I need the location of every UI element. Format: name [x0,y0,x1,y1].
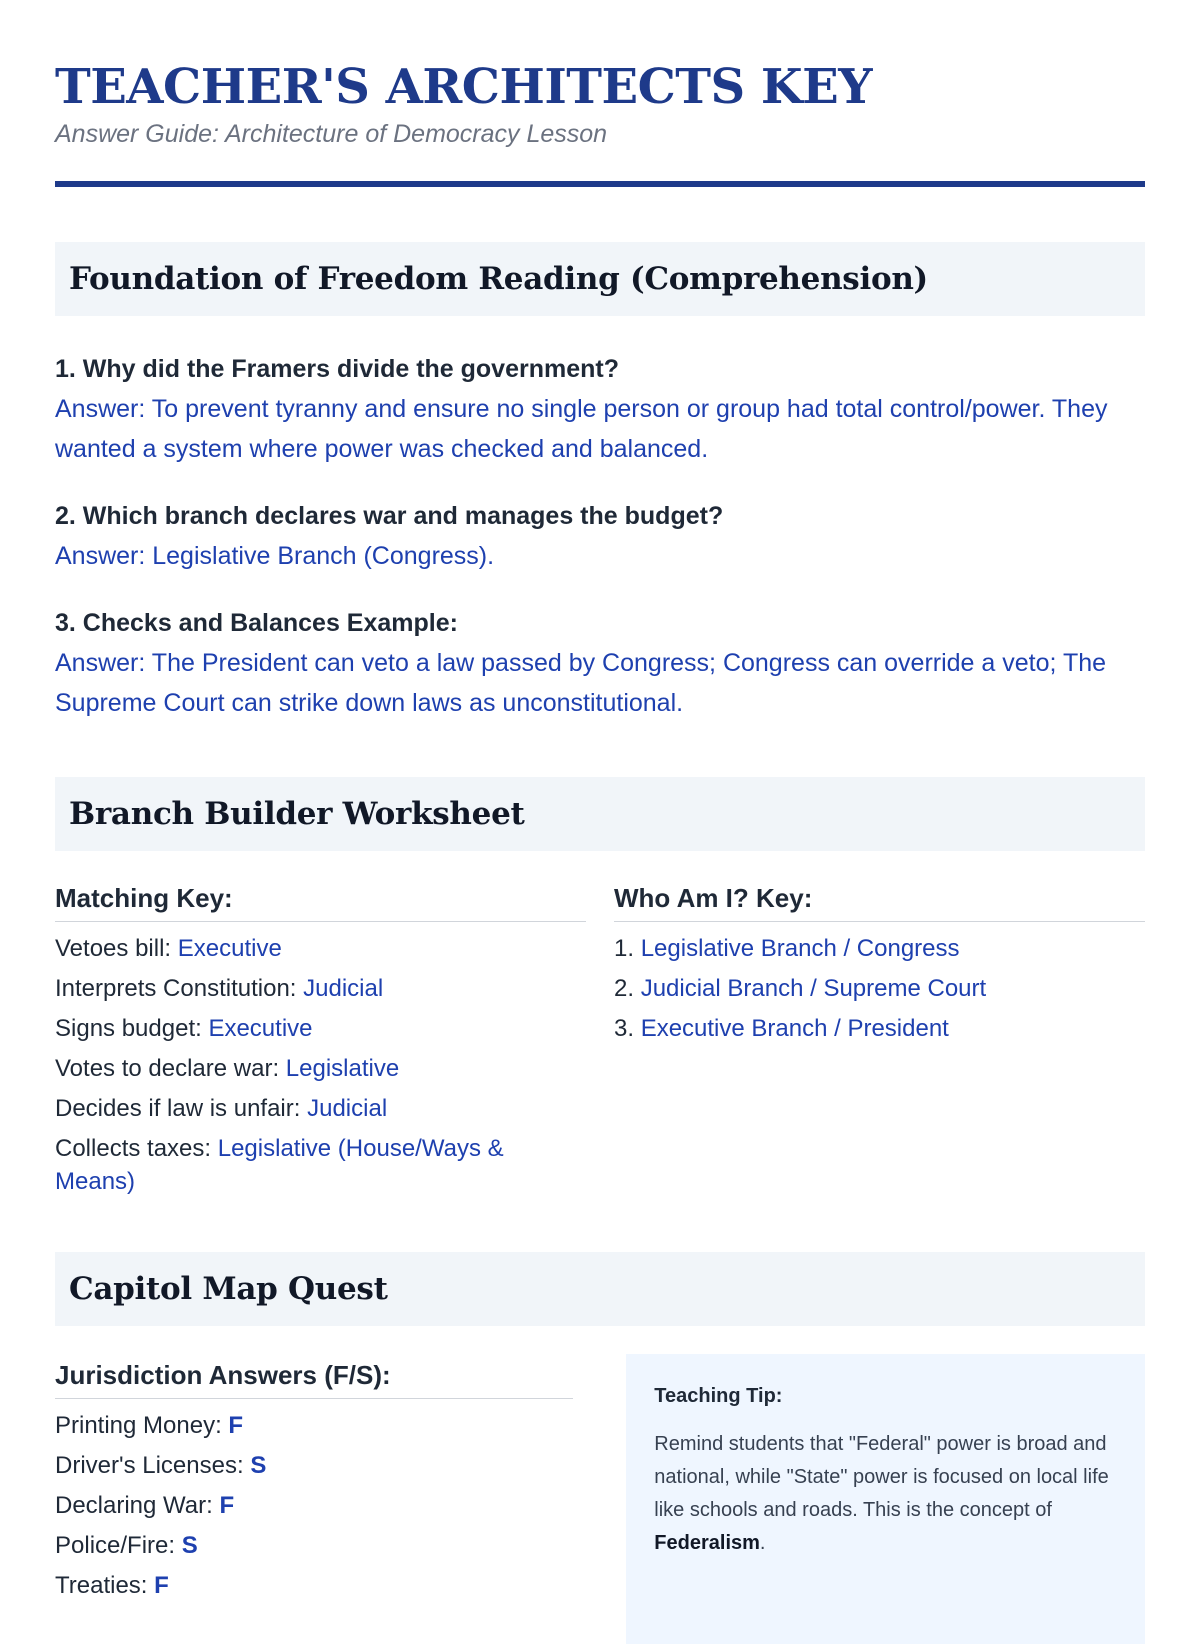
matching-row [55,1012,586,1045]
matching-row [55,1092,586,1125]
reading-section [55,242,1145,723]
map-section [55,1252,1145,1644]
qa-item [55,496,1145,576]
row-value: Judicial Branch / Supreme Court [640,975,987,1002]
row-label: Treaties: [55,1572,148,1599]
row-label: Driver's Licenses: [55,1452,244,1479]
jurisdiction-row [55,1449,573,1482]
row-value: Judicial [303,975,384,1002]
page-header [55,0,1145,187]
tip-emphasis: Federalism [654,1532,760,1554]
section-header [55,242,1145,316]
section-header [55,1252,1145,1326]
worksheet-columns [55,879,1145,1205]
teaching-tip-body [654,1428,1117,1560]
answer: Answer: Legislative Branch (Congress). [55,542,495,570]
row-value: Executive [208,1015,313,1042]
row-label: Interprets Constitution: [55,975,297,1002]
matching-row [55,1052,586,1085]
question: 2. Which branch declares war and manages the budget? [55,502,724,530]
jurisdiction-row [55,1489,573,1522]
row-value: Legislative (House/Ways & Means) [55,1135,504,1195]
row-value: Legislative [285,1055,400,1082]
page-title: TEACHER'S ARCHITECTS KEY [55,59,872,115]
row-value: S [181,1532,198,1559]
map-columns [55,1354,1145,1644]
qa-item [55,349,1145,469]
page-subtitle: Answer Guide: Architecture of Democracy Lesson [55,120,608,148]
jurisdiction-row [55,1409,573,1442]
row-value: F [219,1492,235,1519]
row-value: F [228,1412,244,1439]
row-value: Executive Branch / President [640,1015,949,1042]
matching-row [55,932,586,965]
who-am-i-row [614,932,1145,965]
qa-item [55,603,1145,723]
row-label: Declaring War: [55,1492,213,1519]
teaching-tip-box [626,1354,1145,1644]
teaching-tip-title: Teaching Tip: [654,1385,783,1407]
row-value: Legislative Branch / Congress [640,935,960,962]
row-label: Vetoes bill: [55,935,172,962]
jurisdiction-title: Jurisdiction Answers (F/S): [55,1354,573,1399]
matching-key [55,879,586,1205]
row-label: Decides if law is unfair: [55,1095,301,1122]
matching-row [55,972,586,1005]
row-label: Votes to declare war: [55,1055,280,1082]
section-header [55,777,1145,851]
jurisdiction-row [55,1529,573,1562]
row-label: Police/Fire: [55,1532,176,1559]
matching-row [55,1132,586,1198]
row-value: Judicial [307,1095,388,1122]
row-label: 2. [614,975,635,1002]
question: 1. Why did the Framers divide the government? [55,355,619,383]
question: 3. Checks and Balances Example: [55,609,458,637]
row-value: F [154,1572,169,1599]
jurisdiction-answers [55,1354,573,1644]
section-title: Foundation of Freedom Reading (Comprehension) [69,261,928,297]
row-label: 3. [614,1015,635,1042]
answer: Answer: The President can veto a law passed by Congress; Congress can override a veto; The Supreme Court can strike down laws as unconstitutional. [55,649,1107,717]
section-title: Capitol Map Quest [69,1271,388,1307]
row-label: Signs budget: [55,1015,202,1042]
section-title: Branch Builder Worksheet [69,796,525,832]
who-am-i-title: Who Am I? Key: [614,879,1145,922]
who-am-i-row [614,1012,1145,1045]
row-value: Executive [177,935,282,962]
who-am-i-key [614,879,1145,1205]
matching-key-title: Matching Key: [55,879,586,922]
answer: Answer: To prevent tyranny and ensure no single person or group had total control/power. They wanted a system where power was checked and balanced. [55,395,1108,463]
row-value: S [250,1452,267,1479]
tip-suffix: . [759,1532,766,1554]
tip-text: Remind students that "Federal" power is broad and national, while "State" power is focused on local life like schools and roads. This is the concept of [654,1433,1109,1521]
header-divider [55,181,1145,187]
jurisdiction-row [55,1569,573,1602]
who-am-i-row [614,972,1145,1005]
row-label: Printing Money: [55,1412,222,1439]
row-label: 1. [614,935,635,962]
row-label: Collects taxes: [55,1135,212,1162]
worksheet-section [55,777,1145,1205]
